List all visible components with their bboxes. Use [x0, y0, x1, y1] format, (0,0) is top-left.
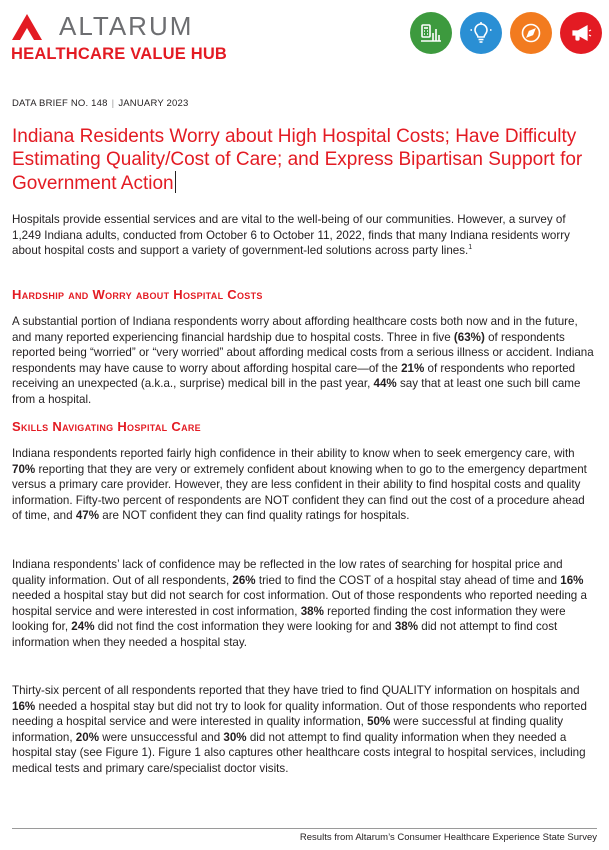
skills-paragraph-2 — [12, 557, 597, 651]
skills-paragraph-3 — [12, 683, 597, 777]
calculator-chart-icon[interactable] — [410, 12, 452, 54]
text-run: Indiana respondents’ lack of confidence may be reflected in the low rates of searching for hospital price and quality information. Out of all respondents, — [12, 558, 563, 587]
text-run: needed a hospital stay but did not try to look for quality information. Out of those respondents who reported needing a hospital service and were interested in quality information, — [12, 699, 587, 729]
stat-value: 30% — [223, 730, 247, 744]
text-run: did not find the cost information they were looking for and — [94, 620, 395, 634]
footnote-ref[interactable]: 1 — [468, 244, 473, 252]
stat-value: 70% — [12, 462, 36, 476]
text-run: of respondents reported being “worried” or “very worried” about affording medical costs from a serious illness or accident. Indiana respondents may have cause to worry about affording hospital care—of the — [12, 330, 594, 375]
text-run: reporting that they are very or extremely confident about knowing when to go to the emergency department versus a primary care provider. However, they are less confident in their ability to find hospital costs and quality information. Fifty-two percent of respondents are NOT confident they can find out the cost of a procedure ahead of time, and — [12, 462, 587, 523]
stat-value: 16% — [12, 699, 36, 713]
lightbulb-icon[interactable] — [460, 12, 502, 54]
stat-value: 44% — [373, 377, 397, 391]
brand-subtitle: HEALTHCARE VALUE HUB — [11, 45, 228, 63]
header-icon-group — [410, 12, 602, 56]
intro-text: Hospitals provide essential services and are vital to the well-being of our communities. However, a survey of 1,249 Indiana adults, conducted from October 6 to October 11, 2022, finds that many Indiana residents worry about hospital costs and support a variety of government-led solutions across party lines. — [12, 213, 570, 258]
text-run: are NOT confident they can find quality ratings for hospitals. — [99, 509, 410, 523]
compass-icon[interactable] — [510, 12, 552, 54]
page-title — [12, 125, 592, 195]
altarum-triangle-icon — [11, 11, 55, 41]
altarum-logo[interactable] — [11, 9, 228, 69]
text-run: Thirty-six percent of all respondents reported that they have tried to find QUALITY information on hospitals and — [12, 684, 580, 697]
text-run: needed a hospital stay but did not search for cost information. Out of those respondents who reported needing a hospital service and were interested in cost information, — [12, 589, 587, 618]
text-run: did not attempt to find quality information when they needed a hospital stay (see Figure 1). Figure 1 also captures other healthcare costs integral to hospital services, including medical tests and primary care/specialist doctor visits. — [12, 730, 586, 775]
stat-value: 38% — [394, 620, 419, 634]
meta-separator: | — [111, 98, 115, 109]
stat-value: 21% — [401, 361, 425, 375]
brief-number: DATA BRIEF NO. 148 — [12, 98, 108, 109]
text-run: were successful at finding quality information, — [12, 715, 564, 744]
text-run: A substantial portion of Indiana respondents worry about affording healthcare costs both now and in the future, and many reported experiencing financial hardship due to hospital costs. Three in five — [12, 315, 578, 344]
brand-name: ALTARUM — [59, 11, 194, 41]
stat-value: (63%) — [453, 330, 485, 344]
intro-paragraph — [12, 212, 597, 259]
text-cursor — [175, 171, 176, 193]
page-title-text: Indiana Residents Worry about High Hospital Costs; Have Difficulty Estimating Quality/Cost of Care; and Express Bipartisan Support for Government Action — [12, 126, 583, 194]
stat-value: 50% — [367, 715, 391, 729]
brief-meta — [12, 98, 188, 109]
text-run: of respondents who reported receiving an unexpected (a.k.a., surprise) medical bill in the past year, — [12, 361, 576, 391]
brief-date: JANUARY 2023 — [118, 98, 189, 109]
stat-value: 47% — [75, 509, 100, 523]
hardship-paragraph — [12, 314, 597, 408]
text-run: Indiana respondents reported fairly high confidence in their ability to know when to seek emergency care, with — [12, 447, 575, 460]
text-run: say that at least one such bill came from a hospital. — [12, 377, 581, 406]
page-header — [0, 0, 609, 75]
megaphone-icon[interactable] — [560, 12, 602, 54]
stat-value: 38% — [300, 604, 324, 618]
text-run: did not attempt to find cost information when they needed a hospital stay. — [12, 620, 558, 649]
footer-divider — [12, 828, 597, 829]
stat-value: 16% — [560, 573, 584, 587]
stat-value: 20% — [75, 730, 100, 744]
text-run: reported finding the cost information they were looking for, — [12, 604, 566, 634]
text-run: were unsuccessful and — [99, 730, 224, 744]
text-run: tried to find the COST of a hospital stay ahead of time and — [255, 573, 561, 587]
section-heading-skills: Skills Navigating Hospital Care — [12, 419, 201, 434]
skills-paragraph-1 — [12, 446, 597, 524]
section-heading-hardship: Hardship and Worry about Hospital Costs — [12, 287, 263, 302]
stat-value: 26% — [232, 573, 256, 587]
stat-value: 24% — [71, 620, 95, 634]
page-footer: Results from Altarum’s Consumer Healthcare Experience State Survey — [299, 832, 597, 843]
